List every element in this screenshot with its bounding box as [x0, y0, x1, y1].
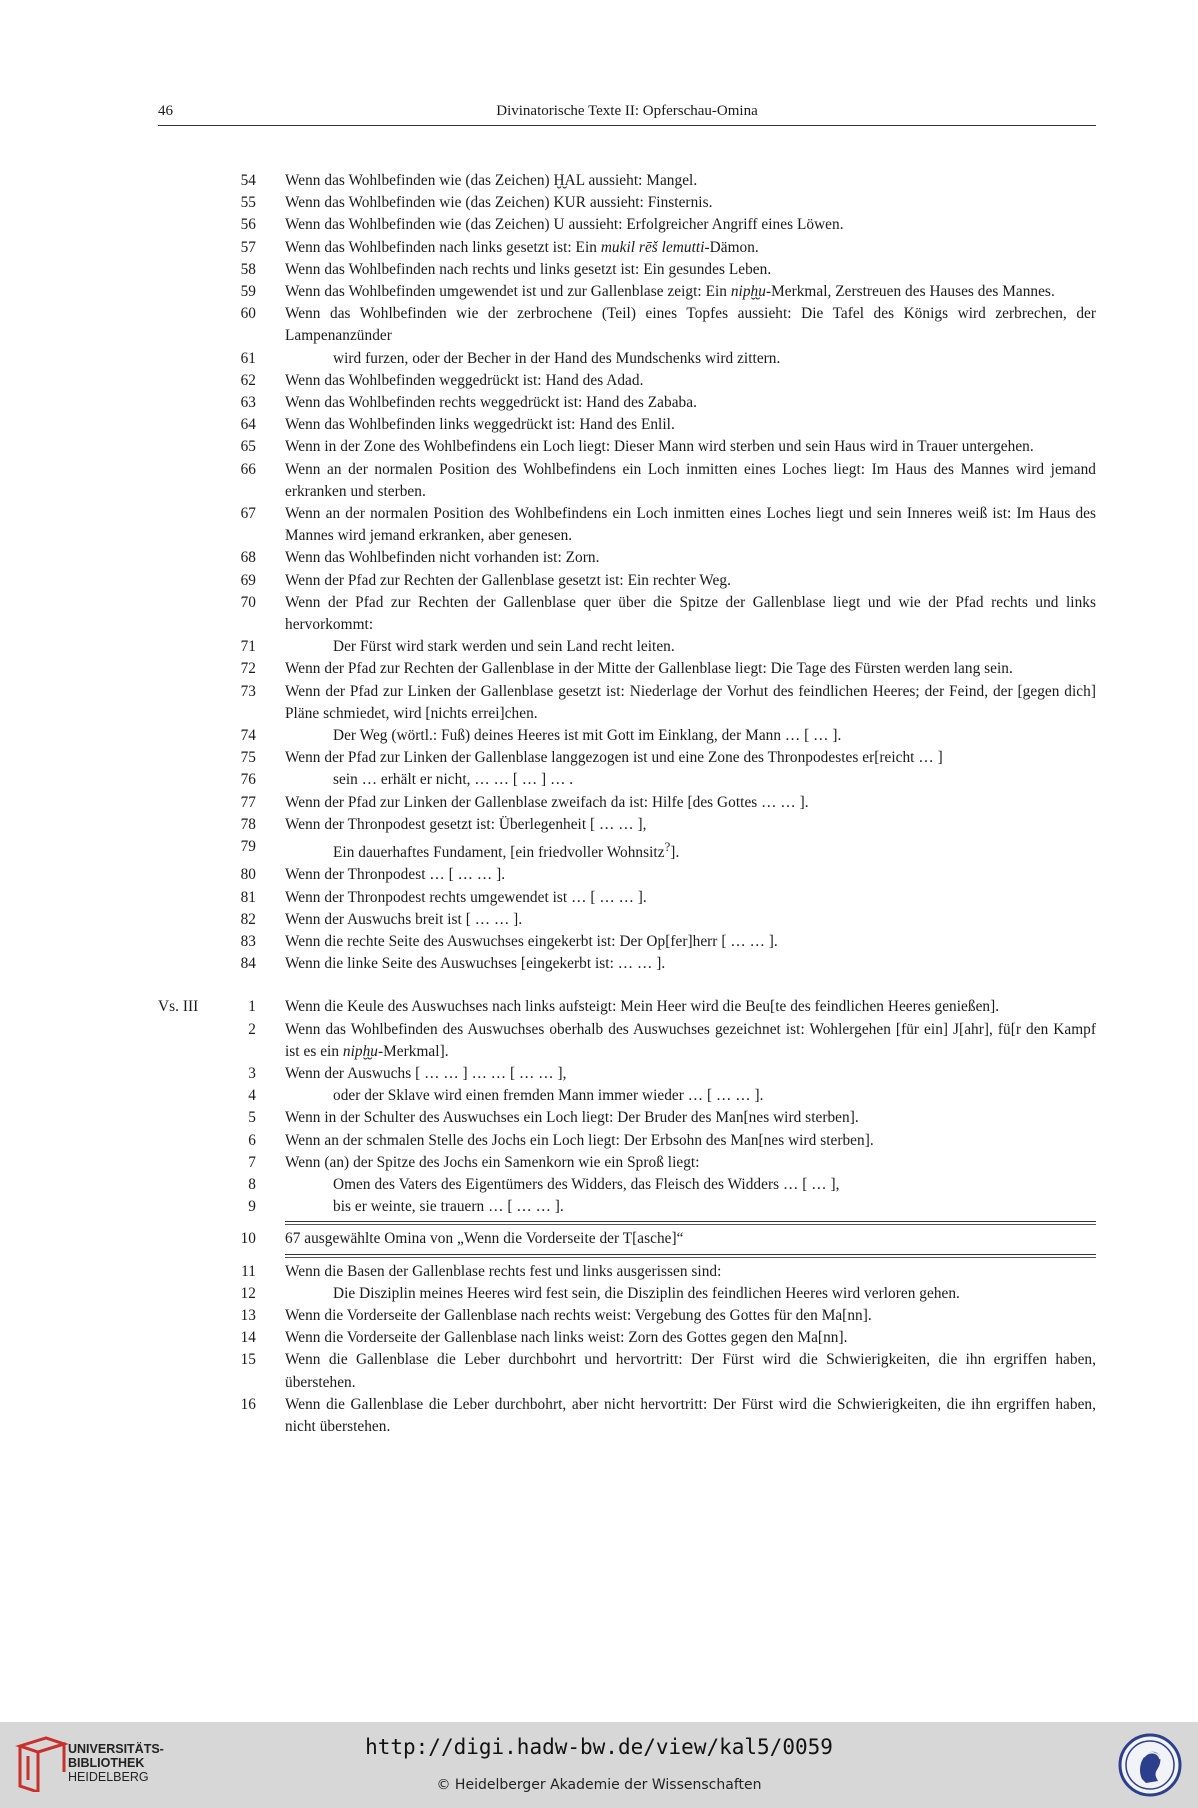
section-gap [158, 975, 1096, 996]
omen-text: Wenn das Wohlbefinden wie (das Zeichen) Ḫ̮AL aussieht: Mangel. [285, 172, 698, 189]
omen-line [158, 931, 1096, 953]
omen-text: Die Disziplin meines Heeres wird fest sein, die Disziplin des feindlichen Heeres wird verloren gehen. [333, 1284, 960, 1302]
line-number: 7 [248, 1153, 256, 1171]
line-number: 5 [248, 1109, 256, 1127]
line-number: 72 [240, 660, 256, 678]
omen-text: Wenn das Wohlbefinden des Auswuchses oberhalb des Auswuchses gezeichnet ist: Wohlergehen [für ein] J[ahr], fü[r den Kampf ist es ein nipḫ̮u-Merkmal]. [285, 1020, 1096, 1060]
line-number: 74 [240, 727, 256, 745]
omen-text: Wenn das Wohlbefinden weggedrückt ist: Hand des Adad. [285, 371, 644, 389]
omen-text: Wenn an der schmalen Stelle des Jochs ein Loch liegt: Der Erbsohn des Man[nes wird sterben]. [285, 1131, 874, 1149]
page-number: 46 [158, 103, 173, 119]
omen-text: Wenn das Wohlbefinden wie (das Zeichen) U aussieht: Erfolgreicher Angriff eines Löwen. [285, 216, 844, 234]
omen-text: Wenn die Gallenblase die Leber durchbohrt, aber nicht hervortritt: Der Fürst wird die Schwierigkeiten, die ihn ergriffen haben, nicht überstehen. [285, 1395, 1096, 1436]
omen-line [158, 303, 1096, 347]
omen-line [158, 1107, 1096, 1129]
omen-line [158, 192, 1096, 214]
omen-text: 67 ausgewählte Omina von „Wenn die Vorderseite der T[asche]“ [285, 1230, 684, 1248]
line-number: 10 [240, 1230, 256, 1248]
omen-line [158, 909, 1096, 931]
omen-line [158, 1085, 1096, 1107]
omen-line [158, 1019, 1096, 1063]
omen-text: Wenn die Vorderseite der Gallenblase nach links weist: Zorn des Gottes gegen den Ma[nn]. [285, 1329, 848, 1347]
line-number: 78 [240, 815, 256, 833]
omen-line [158, 636, 1096, 658]
omen-line [158, 1305, 1096, 1327]
omen-line [158, 1063, 1096, 1085]
line-number: 71 [240, 638, 256, 656]
academy-seal-icon [1118, 1733, 1182, 1797]
line-number: 57 [240, 238, 256, 256]
line-number: 54 [240, 172, 256, 189]
omen-line [158, 996, 1096, 1018]
omen-line [158, 214, 1096, 236]
line-number: 59 [240, 283, 256, 301]
omen-text: Wenn der Thronpodest gesetzt ist: Überlegenheit [ … … ], [285, 815, 647, 833]
omen-line [158, 570, 1096, 592]
library-name-line: HEIDELBERG [68, 1770, 149, 1784]
omen-line [158, 259, 1096, 281]
line-number: 68 [240, 549, 256, 567]
line-number: 6 [248, 1131, 256, 1149]
line-number: 11 [241, 1262, 256, 1280]
omen-line [158, 170, 1096, 192]
omen-text: Wenn das Wohlbefinden rechts weggedrückt ist: Hand des Zababa. [285, 394, 697, 412]
omen-text: Wenn der Pfad zur Linken der Gallenblase zweifach da ist: Hilfe [des Gottes … … ]. [285, 793, 809, 811]
double-rule-divider [158, 1218, 1096, 1228]
omen-line [158, 725, 1096, 747]
omen-line [158, 658, 1096, 680]
omen-line [158, 1152, 1096, 1174]
omen-text: Wenn die Vorderseite der Gallenblase nach rechts weist: Vergebung des Gottes für den Ma[nn]. [285, 1307, 872, 1325]
omen-text: Wenn das Wohlbefinden nicht vorhanden ist: Zorn. [285, 549, 600, 567]
line-number: 70 [240, 593, 256, 611]
omen-text: Wenn das Wohlbefinden nach links gesetzt ist: Ein mukil rēš lemutti-Dämon. [285, 238, 759, 256]
omen-line [158, 1349, 1096, 1393]
omen-line [158, 459, 1096, 503]
permalink-url[interactable]: http://digi.hadw-bw.de/view/kal5/0059 [365, 1735, 833, 1759]
omen-line [158, 747, 1096, 769]
line-number: 15 [240, 1351, 256, 1369]
line-number: 75 [240, 749, 256, 767]
omen-text: Wenn das Wohlbefinden wie der zerbrochene (Teil) eines Topfes aussieht: Die Tafel des Königs wird zerbrechen, der Lampenanzünder [285, 305, 1096, 345]
omen-text: Wenn der Pfad zur Rechten der Gallenblase quer über die Spitze der Gallenblase liegt und wie der Pfad rechts und links hervorkommt: [285, 593, 1096, 634]
omen-line [158, 953, 1096, 975]
line-number: 67 [240, 505, 256, 523]
omen-text: Wenn das Wohlbefinden umgewendet ist und zur Gallenblase zeigt: Ein nipḫ̮u-Merkmal, Zerstreuen des Hauses des Mannes. [285, 283, 1055, 301]
omen-line [158, 769, 1096, 791]
omen-text: Wenn der Pfad zur Linken der Gallenblase langgezogen ist und eine Zone des Thronpodestes er[reicht … ] [285, 749, 943, 767]
omen-line [158, 681, 1096, 725]
running-title: Divinatorische Texte II: Opferschau-Omina [496, 103, 758, 119]
omen-line [158, 1228, 1096, 1250]
omen-line [158, 887, 1096, 909]
line-number: 82 [240, 910, 256, 928]
omen-text: Wenn in der Zone des Wohlbefindens ein Loch liegt: Dieser Mann wird sterben und sein Haus wird in Trauer untergehen. [285, 438, 1034, 456]
line-number: 9 [248, 1198, 256, 1216]
omen-text: Wenn die Basen der Gallenblase rechts fest und links ausgerissen sind: [285, 1262, 722, 1280]
omen-line [158, 281, 1096, 303]
omen-text: Wenn der Thronpodest … [ … … ]. [285, 866, 506, 884]
omen-line [158, 1174, 1096, 1196]
line-number: 12 [240, 1284, 256, 1302]
omen-line [158, 1327, 1096, 1349]
omen-line [158, 237, 1096, 259]
omen-text: Omen des Vaters des Eigentümers des Widders, das Fleisch des Widders … [ … ], [333, 1176, 840, 1194]
omen-line [158, 370, 1096, 392]
omen-line [158, 1394, 1096, 1438]
omen-line [158, 836, 1096, 864]
omen-text: Wenn der Pfad zur Rechten der Gallenblase in der Mitte der Gallenblase liegt: Die Tage des Fürsten werden lang sein. [285, 660, 1013, 678]
omen-text: Wenn in der Schulter des Auswuchses ein Loch liegt: Der Bruder des Man[nes wird sterben]. [285, 1109, 859, 1127]
omen-line [158, 1196, 1096, 1218]
library-name-line: UNIVERSITÄTS- [68, 1742, 164, 1756]
omen-text: Wenn der Pfad zur Rechten der Gallenblase gesetzt ist: Ein rechter Weg. [285, 571, 731, 589]
section-label: Vs. III [158, 998, 199, 1016]
omen-line [158, 864, 1096, 886]
line-number: 2 [248, 1020, 256, 1038]
omen-text: Wenn der Auswuchs breit ist [ … … ]. [285, 910, 523, 928]
omen-text: Der Weg (wörtl.: Fuß) deines Heeres ist mit Gott im Einklang, der Mann … [ … ]. [333, 727, 842, 745]
line-number: 13 [240, 1307, 256, 1325]
omen-line [158, 348, 1096, 370]
omen-line [158, 414, 1096, 436]
line-number: 77 [240, 793, 256, 811]
omen-text: oder der Sklave wird einen fremden Mann immer wieder … [ … … ]. [333, 1087, 764, 1105]
omen-text: Wenn der Auswuchs [ … … ] … … [ … … ], [285, 1065, 567, 1083]
line-number: 61 [240, 349, 256, 367]
line-number: 60 [240, 305, 256, 323]
omen-line [158, 1283, 1096, 1305]
line-number: 8 [248, 1176, 256, 1194]
footer-bar [0, 1722, 1198, 1808]
omen-line [158, 392, 1096, 414]
page-header [158, 101, 1096, 126]
omen-line [158, 814, 1096, 836]
omen-text: Wenn die rechte Seite des Auswuchses eingekerbt ist: Der Op[fer]herr [ … … ]. [285, 933, 778, 950]
line-number: 62 [240, 371, 256, 389]
omen-text: Wenn die Keule des Auswuchses nach links aufsteigt: Mein Heer wird die Beu[te des feindlichen Heeres genießen]. [285, 998, 1000, 1016]
omen-text: Wenn das Wohlbefinden nach rechts und links gesetzt ist: Ein gesundes Leben. [285, 260, 772, 278]
omen-text: Ein dauerhaftes Fundament, [ein friedvoller Wohnsitz?]. [333, 840, 680, 862]
omen-line [158, 792, 1096, 814]
line-number: 55 [240, 194, 256, 212]
omen-text: Wenn der Pfad zur Linken der Gallenblase gesetzt ist: Niederlage der Vorhut des feindlichen Heeres; der Feind, der [gegen dich] Pläne schmiedet, wird [nichts errei]chen. [285, 682, 1096, 722]
line-number: 14 [240, 1329, 256, 1347]
omen-text: wird furzen, oder der Becher in der Hand des Mundschenks wird zittern. [333, 349, 781, 367]
line-number: 66 [240, 460, 256, 478]
omen-text-block [158, 170, 1096, 1438]
line-number: 56 [240, 216, 256, 234]
omen-line [158, 1130, 1096, 1152]
line-number: 81 [240, 888, 256, 906]
line-number: 3 [248, 1065, 256, 1083]
line-number: 58 [240, 260, 256, 278]
line-number: 1 [248, 998, 256, 1016]
omen-text: Wenn an der normalen Position des Wohlbefindens ein Loch inmitten eines Loches liegt und sein Inneres weiß ist: Im Haus des Mannes wird jemand erkranken, aber genesen. [285, 505, 1096, 545]
line-number: 16 [240, 1395, 256, 1413]
omen-text: Wenn die linke Seite des Auswuchses [eingekerbt ist: … … ]. [285, 955, 666, 973]
omen-text: Wenn (an) der Spitze des Jochs ein Samenkorn wie ein Sproß liegt: [285, 1153, 700, 1171]
omen-text: Wenn das Wohlbefinden wie (das Zeichen) KUR aussieht: Finsternis. [285, 194, 713, 212]
line-number: 63 [240, 394, 256, 412]
omen-text: sein … erhält er nicht, … … [ … ] … . [333, 771, 574, 789]
omen-line [158, 1261, 1096, 1283]
line-number: 84 [240, 955, 256, 973]
omen-text: Wenn das Wohlbefinden links weggedrückt ist: Hand des Enlil. [285, 416, 675, 434]
line-number: 83 [240, 933, 256, 950]
line-number: 73 [240, 682, 256, 700]
omen-text: Wenn der Thronpodest rechts umgewendet ist … [ … … ]. [285, 888, 647, 906]
line-number: 80 [240, 866, 256, 884]
line-number: 65 [240, 438, 256, 456]
library-name-line: BIBLIOTHEK [68, 1756, 145, 1770]
omen-text: Der Fürst wird stark werden und sein Land recht leiten. [333, 638, 675, 656]
omen-line [158, 436, 1096, 458]
omen-line [158, 592, 1096, 636]
omen-text: bis er weinte, sie trauern … [ … … ]. [333, 1198, 564, 1216]
line-number: 4 [248, 1087, 256, 1105]
line-number: 79 [240, 838, 256, 856]
double-rule-divider [158, 1251, 1096, 1261]
line-number: 64 [240, 416, 256, 434]
omen-line [158, 503, 1096, 547]
omen-line [158, 547, 1096, 569]
line-number: 76 [240, 771, 256, 789]
copyright-notice: © Heidelberger Akademie der Wissenschaften [436, 1777, 762, 1793]
line-number: 69 [240, 571, 256, 589]
omen-text: Wenn die Gallenblase die Leber durchbohrt und hervortritt: Der Fürst wird die Schwierigkeiten, die ihn ergriffen haben, überstehen. [285, 1351, 1096, 1391]
omen-text: Wenn an der normalen Position des Wohlbefindens ein Loch inmitten eines Loches liegt: Im Haus des Mannes wird jemand erkranken und sterben. [285, 460, 1096, 500]
